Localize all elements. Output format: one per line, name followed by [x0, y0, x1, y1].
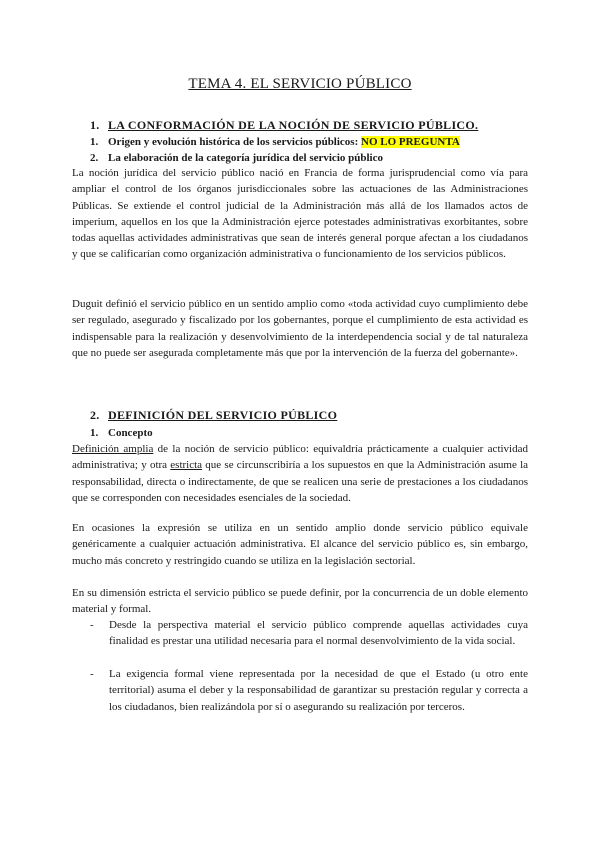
section-1-title: LA CONFORMACIÓN DE LA NOCIÓN DE SERVICIO PÚBLICO.: [108, 118, 479, 132]
highlight-note: NO LO PREGUNTA: [361, 136, 460, 148]
paragraph-duguit-definition: Duguit definió el servicio público en un sentido amplio como «toda actividad cuyo cumplimiento debe ser regulado, asegurado y fiscalizado por los gobernantes, porque el cumplimiento de esta actividad es indispensable para la realización y desenvolvimiento de la interdependencia social y de tal naturaleza que no puede ser asegurada completamente más que por la intervención de la fuerza del gobernante».: [72, 298, 528, 359]
bullet-text: La exigencia formal viene representada por la necesidad de que el Estado (u otro ente territorial) asuma el deber y la responsabilidad de garantizar su prestación regular y correcta a los ciudadanos, bien realizándola por sí o asegurando su realización por terceros.: [109, 668, 528, 713]
subsection-1-1-title: Origen y evolución histórica de los servicios públicos:: [108, 136, 359, 148]
paragraph-public-service-origin: La noción jurídica del servicio público nació en Francia de forma jurisprudencial como vía para ampliar el control de los órganos jurisdiccionales sobre las actuaciones de las Administraciones Públicas. Se extiende el control judicial de la Administración más allá de los llamados actos de imperium, aquellos en los que la Administración ejerce potestades administrativas exorbitantes, sobre todas aquellas actividades administrativas que sean de interés general porque afectan a los ciudadanos y que se calificarían como organización administrativa o funcionamiento de los servicios públicos.: [72, 167, 528, 261]
subsection-1-1-heading: [90, 136, 460, 148]
subsection-1-2-number: 2.: [90, 152, 99, 164]
section-2-heading: [90, 408, 337, 423]
section-1-number: 1.: [90, 118, 100, 132]
concept-text-part-2: que se circunscribiría a los supuestos en que la Administración asume la responsabilidad, directa o indirectamente, de que se realicen una serie de prestaciones a los ciudadanos que se corresponden con necesidades esenciales de la sociedad.: [72, 459, 529, 504]
concept-text-part-1: de la noción de servicio público: equivaldría prácticamente a cualquier actividad administrativa; y otra: [72, 443, 528, 472]
term-strict: estricta: [170, 459, 203, 472]
paragraph-strict-dimension: En su dimensión estricta el servicio público se puede definir, por la concurrencia de un doble elemento material y formal.: [72, 587, 528, 616]
bullet-material-perspective: [90, 617, 528, 650]
page-title: TEMA 4. EL SERVICIO PÚBLICO: [188, 76, 412, 92]
subsection-1-1-number: 1.: [90, 136, 99, 148]
subsection-2-1-number: 1.: [90, 427, 99, 439]
paragraph-broad-usage: En ocasiones la expresión se utiliza en un sentido amplio donde servicio público equivale genéricamente a cualquier actuación administrativa. El alcance del servicio público es, sin embargo, mucho más concreto y restringido cuando se utiliza en la legislación sectorial.: [72, 522, 528, 567]
subsection-1-2-heading: [90, 152, 383, 164]
bullet-formal-requirement: [90, 666, 528, 715]
subsection-1-2-title: La elaboración de la categoría jurídica del servicio público: [108, 152, 383, 164]
subsection-2-1-title: Concepto: [108, 427, 153, 439]
term-broad-definition: Definición amplia: [72, 443, 154, 455]
bullet-dash: -: [90, 619, 94, 631]
bullet-text: Desde la perspectiva material el servicio público comprende aquellas actividades cuya finalidad es prestar una utilidad necesaria para el normal desenvolvimiento de la vida social.: [109, 619, 528, 648]
bullet-dash: -: [90, 668, 94, 680]
section-1-heading: [90, 118, 478, 133]
section-2-number: 2.: [90, 408, 100, 422]
subsection-2-1-heading: [90, 427, 153, 439]
section-2-title: DEFINICIÓN DEL SERVICIO PÚBLICO: [108, 408, 338, 422]
paragraph-concept-definition: [72, 441, 528, 506]
